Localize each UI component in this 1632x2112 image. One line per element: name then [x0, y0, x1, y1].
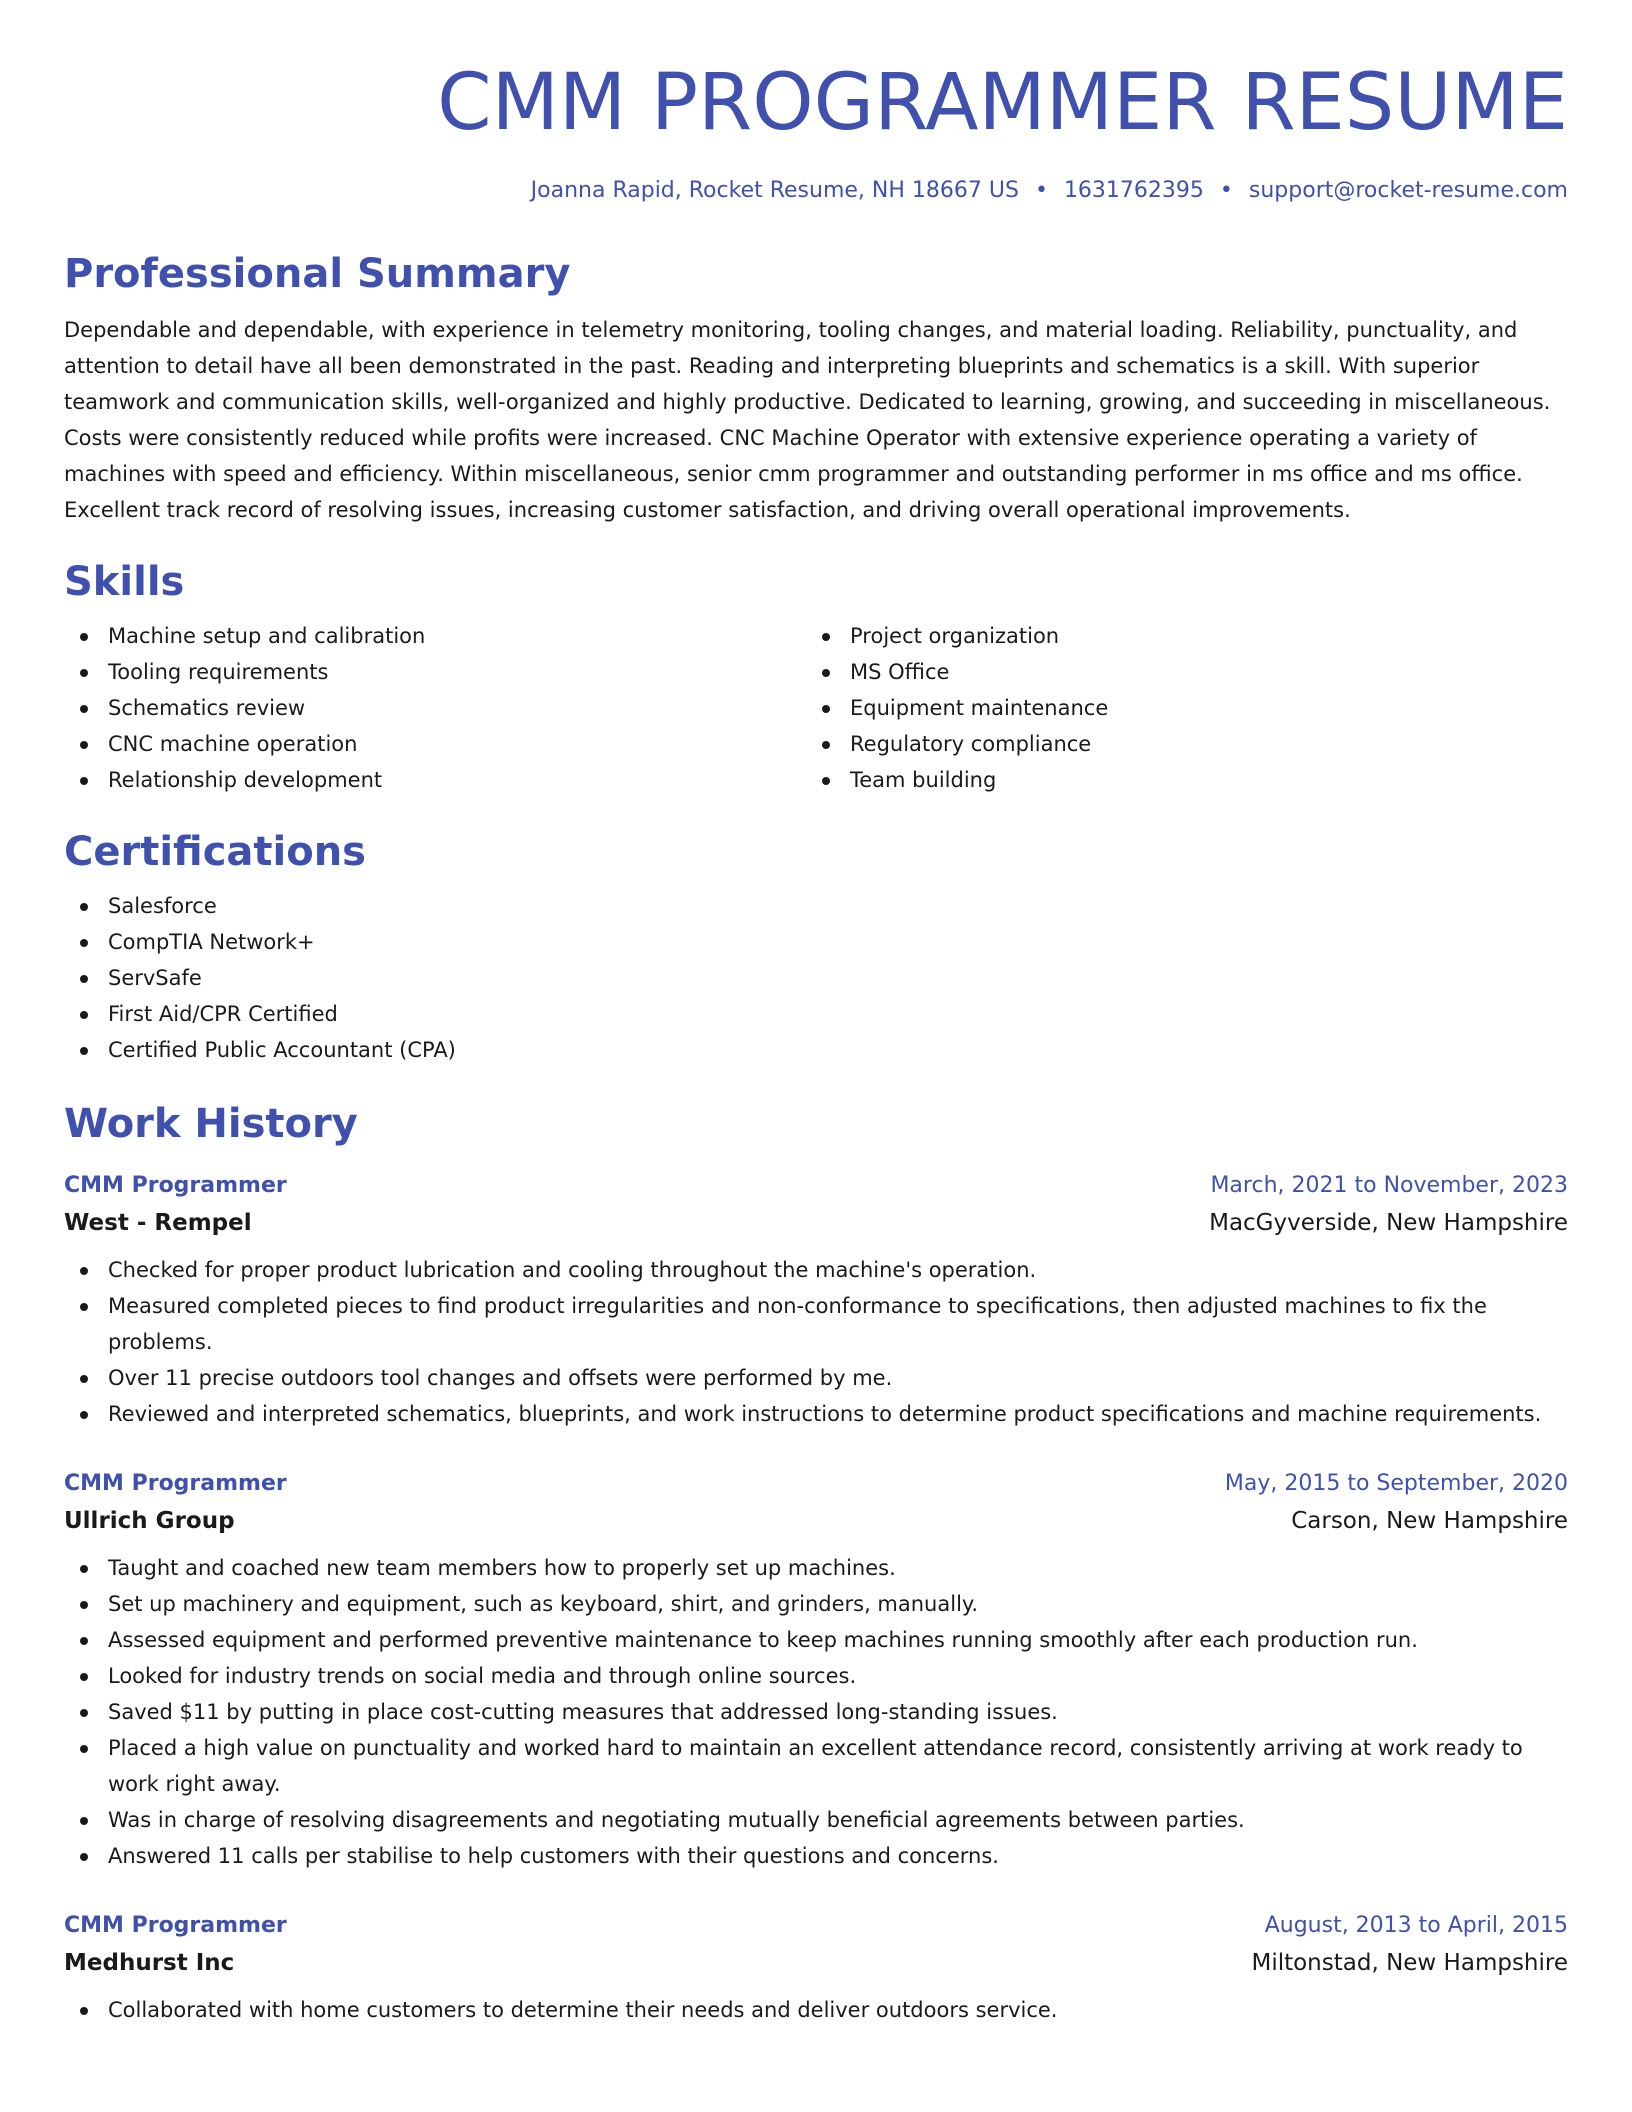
certification-item: CompTIA Network+	[64, 924, 1568, 960]
skill-item: Schematics review	[64, 690, 806, 726]
certifications-heading: Certifications	[64, 829, 366, 875]
contact-email[interactable]: support@rocket-resume.com	[1248, 178, 1568, 203]
skills-list-right	[806, 618, 1548, 798]
contact-separator: •	[1034, 178, 1048, 203]
contact-phone[interactable]: 1631762395	[1063, 178, 1204, 203]
job-location: Carson, New Hampshire	[1291, 1508, 1568, 1534]
summary-heading: Professional Summary	[64, 251, 571, 297]
job-bullet-list	[64, 1252, 1568, 1432]
skills-columns	[64, 618, 1568, 798]
job-bullet: Set up machinery and equipment, such as keyboard, shirt, and grinders, manually.	[64, 1586, 1568, 1622]
certification-item: ServSafe	[64, 960, 1568, 996]
certification-item: Certified Public Accountant (CPA)	[64, 1032, 1568, 1068]
job-bullet: Taught and coached new team members how to properly set up machines.	[64, 1550, 1568, 1586]
skill-item: CNC machine operation	[64, 726, 806, 762]
resume-title: CMM PROGRAMMER RESUME	[437, 58, 1568, 148]
skill-item: MS Office	[806, 654, 1548, 690]
contact-address: Joanna Rapid, Rocket Resume, NH 18667 US	[530, 178, 1019, 203]
job-bullet: Looked for industry trends on social media and through online sources.	[64, 1658, 1568, 1694]
summary-text: Dependable and dependable, with experience in telemetry monitoring, tooling changes, and material loading. Reliability, punctuality, and attention to detail have all been demonstrated in the past. Reading and interpreting blueprints and schematics is a skill. With superior teamwork and communication skills, well-organized and highly productive. Dedicated to learning, growing, and succeeding in miscellaneous. Costs were consistently reduced while profits were increased. CNC Machine Operator with extensive experience operating a variety of machines with speed and efficiency. Within miscellaneous, senior cmm programmer and outstanding performer in ms office and ms office. Excellent track record of resolving issues, increasing customer satisfaction, and driving overall operational improvements.	[64, 318, 1551, 522]
job-bullet-list	[64, 1550, 1568, 1874]
job-dates: August, 2013 to April, 2015	[1264, 1913, 1568, 1938]
contact-line	[64, 176, 1568, 206]
job-bullet: Reviewed and interpreted schematics, blueprints, and work instructions to determine product specifications and machine requirements.	[64, 1396, 1568, 1432]
job-role: CMM Programmer	[64, 1913, 287, 1938]
job-bullet-list	[64, 1992, 1568, 2028]
job-location: Miltonstad, New Hampshire	[1251, 1950, 1568, 1976]
job-bullet: Collaborated with home customers to determine their needs and deliver outdoors service.	[64, 1992, 1568, 2028]
job-bullet: Saved $11 by putting in place cost-cutting measures that addressed long-standing issues.	[64, 1694, 1568, 1730]
skills-heading: Skills	[64, 559, 185, 605]
skill-item: Tooling requirements	[64, 654, 806, 690]
job-company: Medhurst Inc	[64, 1950, 235, 1976]
skill-item: Relationship development	[64, 762, 806, 798]
resume-page	[64, 0, 1568, 2028]
skill-item: Team building	[806, 762, 1548, 798]
job-company: West - Rempel	[64, 1210, 252, 1236]
job-title-row	[64, 1466, 1568, 1502]
job-dates: March, 2021 to November, 2023	[1210, 1173, 1568, 1198]
job-entry	[64, 1466, 1568, 1874]
certifications-list	[64, 888, 1568, 1068]
job-company: Ullrich Group	[64, 1508, 235, 1534]
job-location: MacGyverside, New Hampshire	[1209, 1210, 1568, 1236]
job-company-row	[64, 1204, 1568, 1242]
certification-item: Salesforce	[64, 888, 1568, 924]
job-entry	[64, 1168, 1568, 1432]
skill-item: Regulatory compliance	[806, 726, 1548, 762]
job-company-row	[64, 1944, 1568, 1982]
job-bullet: Assessed equipment and performed preventive maintenance to keep machines running smoothly after each production run.	[64, 1622, 1568, 1658]
job-entry	[64, 1908, 1568, 2028]
certification-item: First Aid/CPR Certified	[64, 996, 1568, 1032]
job-bullet: Answered 11 calls per stabilise to help customers with their questions and concerns.	[64, 1838, 1568, 1874]
job-dates: May, 2015 to September, 2020	[1224, 1471, 1568, 1496]
work-history-heading: Work History	[64, 1101, 358, 1147]
contact-separator: •	[1219, 178, 1233, 203]
job-title-row	[64, 1908, 1568, 1944]
job-title-row	[64, 1168, 1568, 1204]
job-bullet: Measured completed pieces to find product irregularities and non-conformance to specifications, then adjusted machines to fix the problems.	[64, 1288, 1568, 1360]
skill-item: Equipment maintenance	[806, 690, 1548, 726]
job-bullet: Placed a high value on punctuality and worked hard to maintain an excellent attendance record, consistently arriving at work ready to work right away.	[64, 1730, 1568, 1802]
skills-list-left	[64, 618, 806, 798]
job-role: CMM Programmer	[64, 1173, 287, 1198]
job-company-row	[64, 1502, 1568, 1540]
job-bullet: Checked for proper product lubrication and cooling throughout the machine's operation.	[64, 1252, 1568, 1288]
job-bullet: Was in charge of resolving disagreements and negotiating mutually beneficial agreements between parties.	[64, 1802, 1568, 1838]
job-bullet: Over 11 precise outdoors tool changes and offsets were performed by me.	[64, 1360, 1568, 1396]
skill-item: Machine setup and calibration	[64, 618, 806, 654]
skill-item: Project organization	[806, 618, 1548, 654]
job-role: CMM Programmer	[64, 1471, 287, 1496]
